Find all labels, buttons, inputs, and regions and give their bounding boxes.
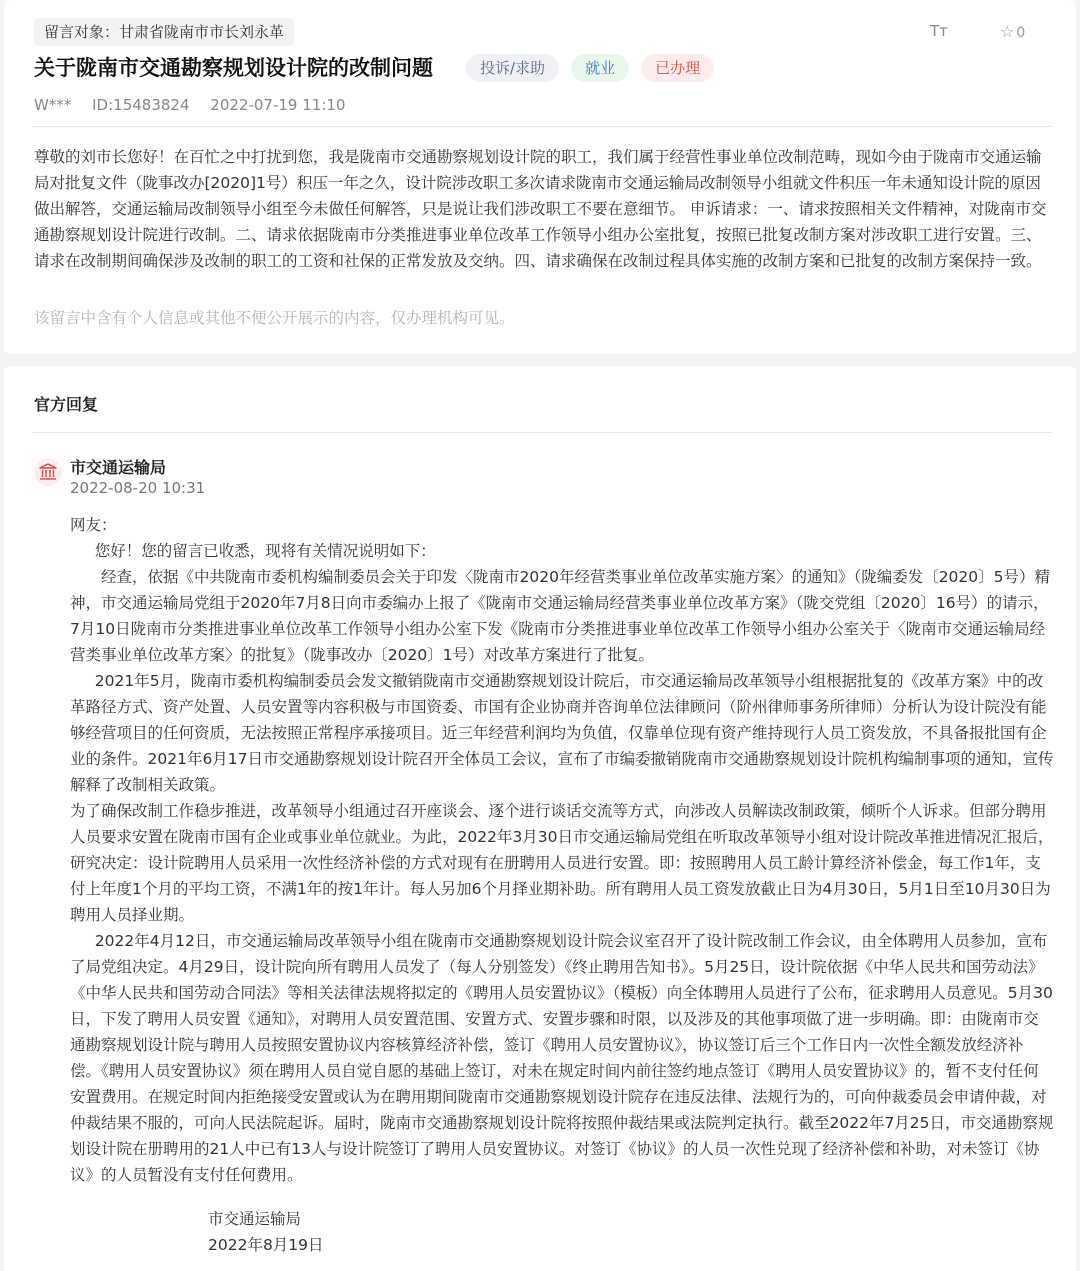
reply-content [70,512,1054,1188]
favorite-button[interactable] [1000,22,1025,41]
tag-category[interactable]: 投诉/求助 [466,54,559,82]
reply-paragraph: 2021年5月，陇南市委机构编制委员会发文撤销陇南市交通勘察规划设计院后，市交通运输局改革领导小组根据批复的《改革方案》中的改革路径方式、资产处置、人员安置等内容积极与市国资委、市国有企业协商并咨询单位法律顾问（阶州律师事务所律师）分析认为设计院没有能够经营项目的任何资质，无法按照正常程序承接项目。近三年经营利润均为负值，仅靠单位现有资产维持现行人员工资发放，不具备报批国有企业的条件。2021年6月17日市交通勘察规划设计院召开全体员工会议，宣布了市编委撤销陇南市交通勘察规划设计院机构编制事项的通知，宣传解释了改制相关政策。 [70,672,1054,794]
divider [32,432,1052,433]
reply-paragraph: 您好！您的留言已收悉，现将有关情况说明如下： [94,542,436,560]
message-datetime: 2022-07-19 11:10 [210,96,346,114]
privacy-note: 该留言中含有个人信息或其他不便公开展示的内容，仅办理机构可见。 [34,309,515,327]
signature-date: 2022年8月19日 [208,1236,324,1254]
reply-heading: 官方回复 [34,395,99,414]
star-count: 0 [1016,25,1026,41]
official-reply-card [4,366,1076,1271]
message-card [4,0,1076,354]
divider [32,126,1052,127]
reply-signature [208,1206,324,1258]
author-name: W*** [34,96,72,114]
government-building-icon [34,458,62,486]
reply-paragraph: 2022年4月12日，市交通运输局改革领导小组在陇南市交通勘察规划设计院会议室召开了设计院改制工作会议，由全体聘用人员参加，宣布了局党组决定。4月29日，设计院向所有聘用人员发了（每人分别签发）《终止聘用告知书》。5月25日，设计院依据《中华人民共和国劳动法》《中华人民共和国劳动合同法》等相关法律法规将拟定的《聘用人员安置协议》（模板）向全体聘用人员进行了公布，征求聘用人员意见。5月30日，下发了聘用人员安置《通知》，对聘用人员安置范围、安置方式、安置步骤和时限，以及涉及的其他事项做了进一步明确。即：由陇南市交通勘察规划设计院与聘用人员按照安置协议内容核算经济补偿，签订《聘用人员安置协议》，协议签订后三个工作日内一次性全额发放经济补偿。《聘用人员安置协议》须在聘用人员自觉自愿的基础上签订，对未在规定时间内前往签约地点签订《聘用人员安置协议》的，暂不支付任何安置费用。在规定时间内拒绝接受安置或认为在聘用期间陇南市交通勘察规划设计院存在违反法律、法规行为的，可向仲裁委员会申请仲裁，对仲裁结果不服的，可向人民法院起诉。届时，陇南市交通勘察规划设计院将按照仲裁结果或法院判定执行。截至2022年7月25日，市交通勘察规划设计院在册聘用的21人中已有13人与设计院签订了聘用人员安置协议。对签订《协议》的人员一次性兑现了经济补偿和补助，对未签订《协议》的人员暂没有支付任何费用。 [70,932,1054,1184]
signature-org: 市交通运输局 [208,1210,302,1228]
message-content: 尊敬的刘市长您好！在百忙之中打扰到您，我是陇南市交通勘察规划设计院的职工，我们属于经营性事业单位改制范畴，现如今由于陇南市交通运输局对批复文件（陇事改办[2020]1号）积压一年之久，设计院涉改职工多次请求陇南市交通运输局改制领导小组就文件积压一年未通知设计院的原因做出解答，交通运输局改制领导小组至今未做任何解答，只是说让我们涉改职工不要在意细节。 申诉请求：一、请求按照相关文件精神，对陇南市交通勘察规划设计院进行改制。二、请求依据陇南市分类推进事业单位改革工作领导小组办公室批复，按照已批复改制方案对涉改职工进行安置。三、请求在改制期间确保涉及改制的职工的工资和社保的正常发放及交纳。四、请求确保在改制过程具体实施的改制方案和已批复的改制方案保持一致。 [34,148,1047,270]
reply-paragraph: 经查，依据《中共陇南市委机构编制委员会关于印发〈陇南市2020年经营类事业单位改革实施方案〉的通知》（陇编委发〔2020〕5号）精神，市交通运输局党组于2020年7月8日向市委编办上报了《陇南市交通运输局经营类事业单位改革方案》（陇交党组〔2020〕16号）的请示，7月10日陇南市分类推进事业单位改革工作领导小组办公室下发《陇南市分类推进事业单位改革工作领导小组办公室关于〈陇南市交通运输局经营类事业单位改革方案〉的批复》（陇事改办〔2020〕1号）对改革方案进行了批复。 [70,568,1051,664]
font-size-icon[interactable]: Tт [930,22,948,40]
tag-field[interactable]: 就业 [571,54,629,82]
status-badge: 已办理 [641,54,714,82]
reply-datetime: 2022-08-20 10:31 [70,479,206,497]
reply-salutation: 网友： [70,516,117,534]
star-icon: ☆ [1000,22,1015,41]
reply-org-name: 市交通运输局 [70,458,167,477]
page-title: 关于陇南市交通勘察规划设计院的改制问题 [34,55,433,80]
reply-paragraph: 为了确保改制工作稳步推进，改革领导小组通过召开座谈会、逐个进行谈话交流等方式，向涉改人员解读改制政策，倾听个人诉求。但部分聘用人员要求安置在陇南市国有企业或事业单位就业。为此，2022年3月30日市交通运输局党组在听取改革领导小组对设计院改革推进情况汇报后，研究决定：设计院聘用人员采用一次性经济补偿的方式对现有在册聘用人员进行安置。即：按照聘用人员工龄计算经济补偿金，每工作1年，支付上年度1个月的平均工资，不满1年的按1年计。每人另加6个月择业期补助。所有聘用人员工资发放截止日为4月30日，5月1日至10月30日为聘用人员择业期。 [70,802,1054,924]
message-target-label: 留言对象：甘肃省陇南市市长刘永革 [34,18,294,46]
message-meta [34,96,361,114]
message-id: ID:15483824 [92,96,190,114]
tag-list [466,54,714,82]
